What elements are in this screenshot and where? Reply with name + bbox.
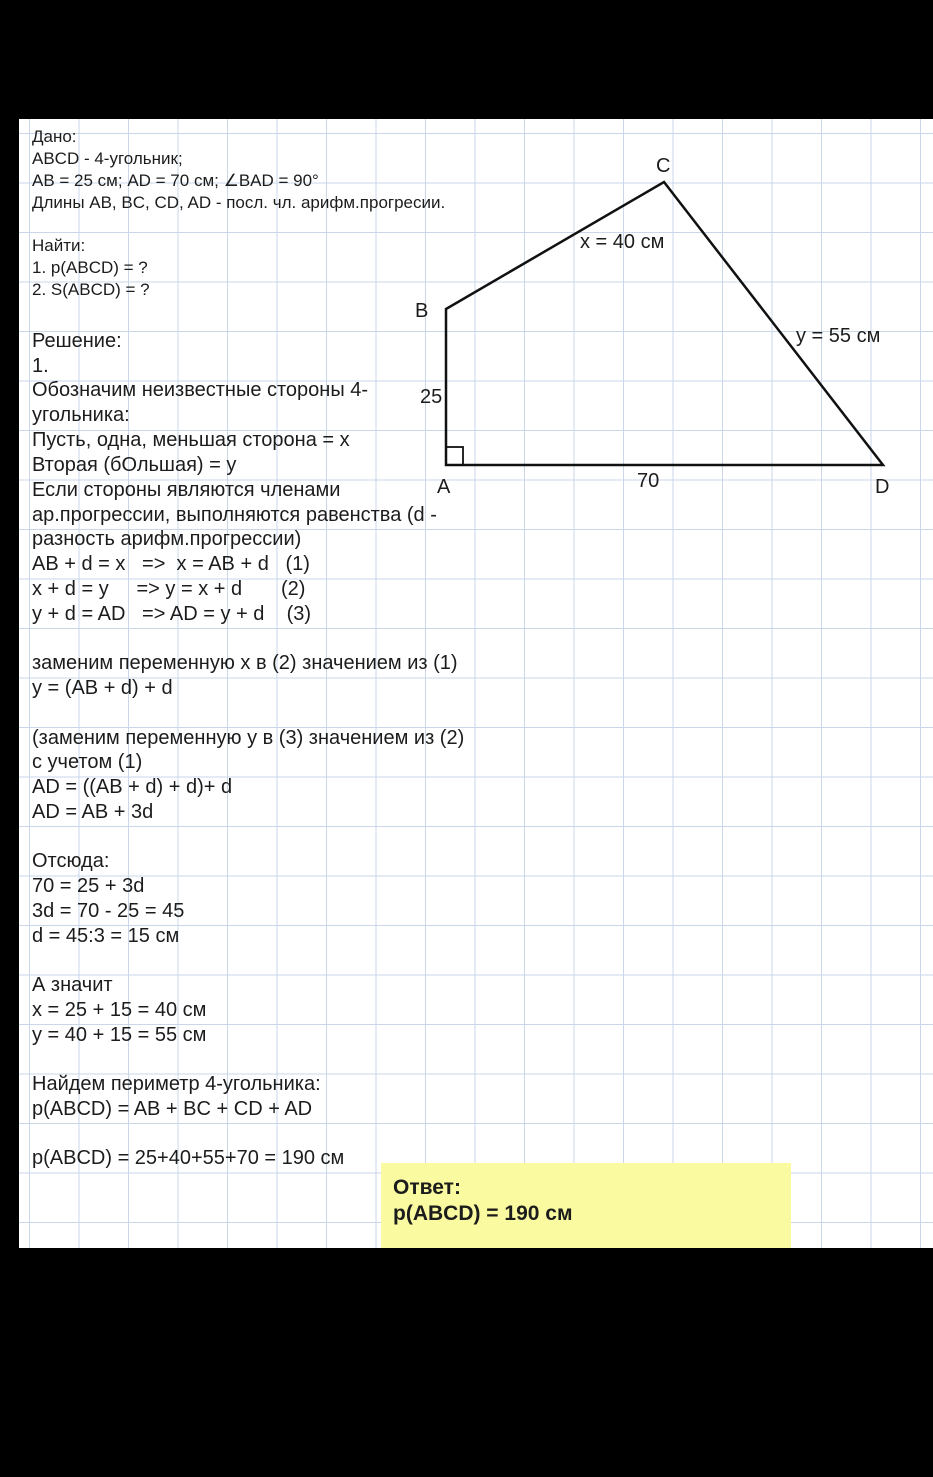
side-label-ab: 25 bbox=[420, 386, 443, 408]
solution-line: 70 = 25 + 3d bbox=[32, 875, 145, 897]
find-line: 2. S(ABCD) = ? bbox=[32, 280, 150, 299]
solution-line: Пусть, одна, меньшая сторона = x bbox=[32, 429, 350, 451]
answer-label: Ответ: bbox=[393, 1176, 461, 1199]
solution-line: А значит bbox=[32, 974, 113, 996]
given-heading: Дано: bbox=[32, 127, 77, 146]
notebook-sheet bbox=[19, 119, 933, 1248]
solution-line: d = 45:3 = 15 см bbox=[32, 925, 180, 947]
quadrilateral-abcd bbox=[446, 182, 883, 465]
vertex-label-c: C bbox=[656, 155, 671, 177]
solution-line: AB + d = x => x = AB + d (1) bbox=[32, 553, 310, 575]
solution-line: (заменим переменную y в (3) значением из (2) bbox=[32, 727, 465, 749]
solution-line: разность арифм.прогрессии) bbox=[32, 528, 302, 550]
solution-line: x = 25 + 15 = 40 см bbox=[32, 999, 207, 1021]
given-line: AB = 25 см; AD = 70 см; ∠BAD = 90° bbox=[32, 171, 319, 190]
solution-line: y + d = AD => AD = y + d (3) bbox=[32, 603, 312, 625]
side-label-cd: y = 55 см bbox=[796, 325, 881, 347]
solution-line: AD = AB + 3d bbox=[32, 801, 154, 823]
solution-line: AD = ((AB + d) + d)+ d bbox=[32, 776, 233, 798]
solution-line: Найдем периметр 4-угольника: bbox=[32, 1073, 321, 1095]
vertex-label-a: A bbox=[437, 476, 451, 498]
solution-line: 3d = 70 - 25 = 45 bbox=[32, 900, 185, 922]
solution-line: x + d = y => y = x + d (2) bbox=[32, 578, 306, 600]
solution-line: y = (AB + d) + d bbox=[32, 677, 173, 699]
solution-line: Отсюда: bbox=[32, 850, 110, 872]
find-line: 1. p(ABCD) = ? bbox=[32, 258, 148, 277]
side-label-ad: 70 bbox=[637, 470, 660, 492]
solution-line: Если стороны являются членами bbox=[32, 479, 341, 501]
solution-line: Решение: bbox=[32, 330, 122, 352]
solution-line: с учетом (1) bbox=[32, 751, 143, 773]
solution-line: Обозначим неизвестные стороны 4- bbox=[32, 379, 369, 401]
given-line: ABCD - 4-угольник; bbox=[32, 149, 183, 168]
quadrilateral-figure bbox=[19, 119, 933, 1248]
solution-line: заменим переменную x в (2) значением из (1) bbox=[32, 652, 458, 674]
solution-line: p(ABCD) = AB + BC + CD + AD bbox=[32, 1098, 313, 1120]
find-heading: Найти: bbox=[32, 236, 86, 255]
given-line: Длины AB, BC, CD, AD - посл. чл. арифм.прогресии. bbox=[32, 193, 446, 212]
answer-box bbox=[381, 1163, 791, 1248]
solution-line: y = 40 + 15 = 55 см bbox=[32, 1024, 207, 1046]
solution-line: ар.прогрессии, выполняются равенства (d - bbox=[32, 504, 437, 526]
solution-line: угольника: bbox=[32, 404, 130, 426]
solution-line: Вторая (бОльшая) = y bbox=[32, 454, 237, 476]
vertex-label-d: D bbox=[875, 476, 890, 498]
side-label-bc: x = 40 см bbox=[580, 231, 665, 253]
solution-line: p(ABCD) = 25+40+55+70 = 190 см bbox=[32, 1147, 345, 1169]
right-angle-mark bbox=[446, 447, 463, 465]
solution-line: 1. bbox=[32, 355, 49, 377]
answer-value: p(ABCD) = 190 см bbox=[393, 1202, 573, 1225]
vertex-label-b: B bbox=[415, 300, 429, 322]
